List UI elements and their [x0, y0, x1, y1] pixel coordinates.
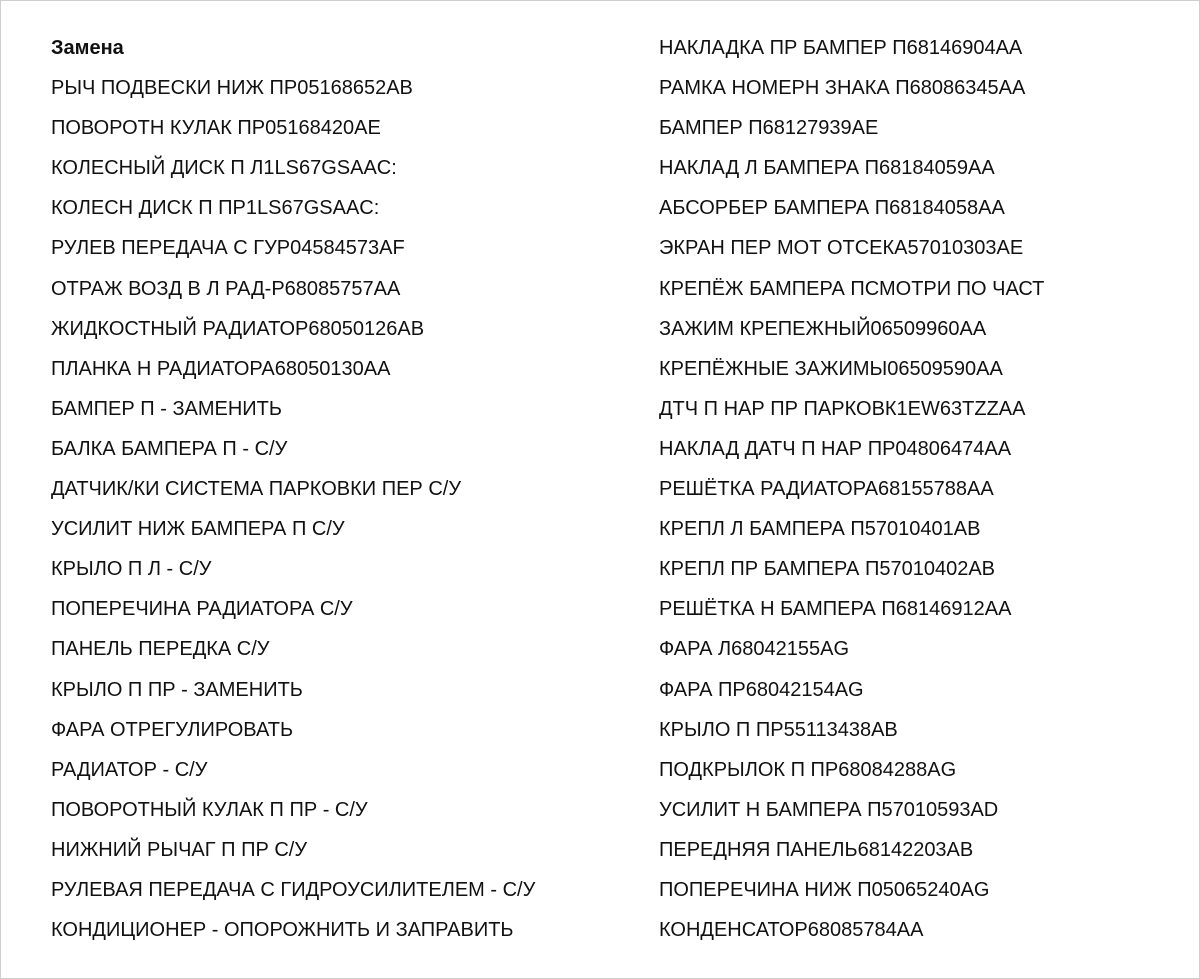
list-item: РАДИАТОР - С/У — [51, 758, 208, 781]
list-item: АБСОРБЕР БАМПЕРА П68184058АА — [659, 197, 1005, 220]
list-item: НАКЛАДКА ПР БАМПЕР П68146904АА — [659, 37, 1023, 59]
list-item: ПОВОРОТНЫЙ КУЛАК П ПР - С/У — [51, 798, 368, 821]
list-item: ДТЧ П НАР ПР ПАРКОВК1EW63TZZAA — [659, 397, 1026, 420]
list-item: ПОДКРЫЛОК П ПР68084288AG — [659, 758, 957, 781]
list-item: ПОВОРОТН КУЛАК ПР05168420АЕ — [51, 117, 381, 140]
list-item: КОНДИЦИОНЕР - ОПОРОЖНИТЬ И ЗАПРАВИТЬ — [51, 919, 514, 942]
list-item: ЭКРАН ПЕР МОТ ОТСЕКА57010303АЕ — [659, 237, 1024, 260]
list-item: ФАРА Л68042155AG — [659, 638, 850, 661]
list-item: РУЛЕВ ПЕРЕДАЧА С ГУР04584573AF — [51, 237, 405, 260]
list-item: РЫЧ ПОДВЕСКИ НИЖ ПР05168652АВ — [51, 77, 413, 100]
list-item: КОНДЕНСАТОР68085784АА — [659, 919, 924, 942]
list-item: УСИЛИТ Н БАМПЕРА П57010593AD — [659, 798, 999, 821]
list-item: ФАРА ОТРЕГУЛИРОВАТЬ — [51, 718, 294, 741]
list-item: КРЕПЛ Л БАМПЕРА П57010401АВ — [659, 518, 981, 541]
list-item: НАКЛАД ДАТЧ П НАР ПР04806474АА — [659, 437, 1012, 460]
list-item: ПЕРЕДНЯЯ ПАНЕЛЬ68142203АВ — [659, 838, 974, 861]
list-item: ПОПЕРЕЧИНА НИЖ П05065240AG — [659, 878, 990, 901]
list-item: ПАНЕЛЬ ПЕРЕДКА С/У — [51, 638, 270, 661]
list-item: ОТРАЖ ВОЗД В Л РАД-Р68085757АА — [51, 277, 401, 300]
list-item: ЖИДКОСТНЫЙ РАДИАТОР68050126АВ — [51, 317, 425, 340]
right-column — [659, 28, 1189, 950]
list-item: БАМПЕР П68127939АЕ — [659, 117, 879, 140]
list-item: ПОПЕРЕЧИНА РАДИАТОРА С/У — [51, 598, 353, 621]
list-item: КРЕПЁЖ БАМПЕРА ПСМОТРИ ПО ЧАСТ — [659, 277, 1045, 300]
list-item: ФАРА ПР68042154AG — [659, 678, 864, 701]
list-item: КРЕПЁЖНЫЕ ЗАЖИМЫ06509590АА — [659, 357, 1003, 380]
list-item: КРЫЛО П ПР55113438АВ — [659, 718, 898, 741]
list-item: ДАТЧИК/КИ СИСТЕМА ПАРКОВКИ ПЕР С/У — [51, 478, 462, 501]
list-item: ЗАЖИМ КРЕПЕЖНЫЙ06509960АА — [659, 317, 987, 340]
list-item: РЕШЁТКА РАДИАТОРА68155788АА — [659, 478, 994, 501]
list-item: КРЫЛО П Л - С/У — [51, 558, 212, 581]
list-item: КРЫЛО П ПР - ЗАМЕНИТЬ — [51, 678, 303, 701]
section-heading: Замена — [51, 37, 124, 59]
list-item: РЕШЁТКА Н БАМПЕРА П68146912АА — [659, 598, 1012, 621]
list-item: НАКЛАД Л БАМПЕРА П68184059АА — [659, 157, 995, 180]
left-column — [51, 28, 621, 950]
list-item: БАМПЕР П - ЗАМЕНИТЬ — [51, 397, 283, 420]
list-item: НИЖНИЙ РЫЧАГ П ПР С/У — [51, 838, 308, 861]
list-item: КОЛЕСН ДИСК П ПР1LS67GSAAC: — [51, 197, 380, 220]
list-item: РАМКА НОМЕРН ЗНАКА П68086345АА — [659, 77, 1026, 100]
list-item: УСИЛИТ НИЖ БАМПЕРА П С/У — [51, 518, 345, 541]
list-item: БАЛКА БАМПЕРА П - С/У — [51, 437, 288, 460]
list-item: КРЕПЛ ПР БАМПЕРА П57010402АВ — [659, 558, 995, 581]
list-item: РУЛЕВАЯ ПЕРЕДАЧА С ГИДРОУСИЛИТЕЛЕМ - С/У — [51, 878, 536, 901]
list-item: КОЛЕСНЫЙ ДИСК П Л1LS67GSAAC: — [51, 157, 397, 180]
list-item: ПЛАНКА Н РАДИАТОРА68050130АА — [51, 357, 391, 380]
